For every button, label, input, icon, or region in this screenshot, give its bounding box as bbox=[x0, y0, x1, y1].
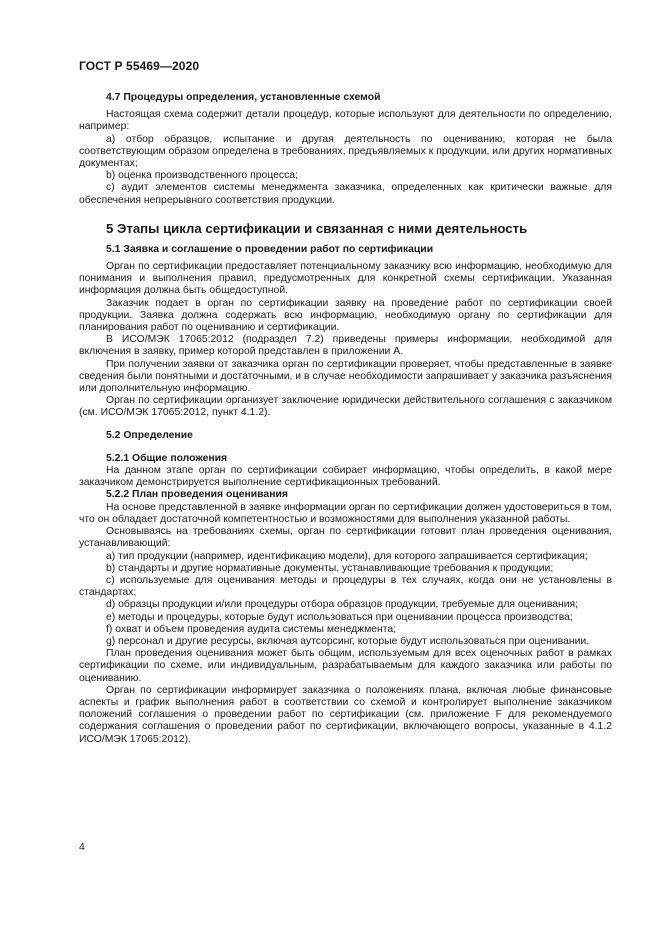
list-item: d) образцы продукции и/или процедуры отбора образцов продукции, требуемые для оценивания; bbox=[106, 599, 579, 611]
section-heading-5-2-1: 5.2.1 Общие положения bbox=[106, 452, 228, 464]
list-item: с) используемые для оценивания методы и процедуры в тех случаях, когда они не установлены в стандартах; bbox=[79, 574, 612, 599]
list-item: с) аудит элементов системы менеджмента заказчика, определенных как критически важные для обеспечения непрерывного соответствия продукции. bbox=[79, 182, 612, 206]
list-item: g) персонал и другие ресурсы, включая аутсорсинг, которые будут использоваться при оценивании. bbox=[106, 635, 590, 647]
paragraph: Орган по сертификации предоставляет потенциальному заказчику всю информацию, необходимую для понимания и выполнения правил, предусмотренных для конкретной схемы сертификации. Указанная информация должна быть общедоступной. bbox=[79, 261, 612, 297]
paragraph: Орган по сертификации организует заключение юридически действительного соглашения с заказчиком (см. ИСО/МЭК 17065:2012, пункт 4.1.2). bbox=[79, 395, 612, 419]
list-item: b) стандарты и другие нормативные документы, устанавливающие требования к продукции; bbox=[106, 562, 554, 574]
list-item: а) отбор образцов, испытание и другая деятельность по оцениванию, которая не была соответствующим образом определена в требованиях, предъявляемых к продукции, или других нормативных документах; bbox=[79, 133, 612, 170]
section-heading-4-7: 4.7 Процедуры определения, установленные схемой bbox=[106, 92, 381, 103]
paragraph: На основе представленной в заявке информации орган по сертификации должен удостовериться в том, что он обладает достаточной компетентностью и возможностями для выполнения указанной работы. bbox=[79, 501, 612, 525]
list-item: f) охват и объем проведения аудита системы менеджмента; bbox=[106, 623, 397, 635]
list-item: b) оценка производственного процесса; bbox=[106, 170, 298, 182]
paragraph: Основываясь на требованиях схемы, орган по сертификации готовит план проведения оценивания, устанавливающий: bbox=[79, 526, 612, 550]
paragraph: При получении заявки от заказчика орган по сертификации проверяет, чтобы представленные в заявке сведения были понятными и достаточными, и в случае необходимости запрашивает у заказчика разъяснения или дополнительную информацию. bbox=[79, 358, 612, 395]
paragraph: План проведения оценивания может быть общим, используемым для всех оценочных работ в рамках сертификации по схеме, или индивидуальным, разрабатываемым для каждого заказчика или работы по оцениванию. bbox=[79, 648, 612, 684]
paragraph: На данном этапе орган по сертификации собирает информацию, чтобы определить, в какой мере заказчиком демонстрируется выполнение сертификационных требований. bbox=[79, 465, 612, 489]
list-item: а) тип продукции (например, идентификацию модели), для которого запрашивается сертификация; bbox=[106, 550, 588, 562]
section-heading-5-1: 5.1 Заявка и соглашение о проведении работ по сертификации bbox=[106, 243, 434, 255]
document-code: ГОСТ Р 55469—2020 bbox=[79, 59, 200, 73]
paragraph: Заказчик подает в орган по сертификации заявку на проведение работ по сертификации своей продукции. Заявка должна содержать всю информацию, необходимую органу по сертификации для планирования работ по оцениванию и сертификации. bbox=[79, 297, 612, 334]
paragraph: В ИСО/МЭК 17065:2012 (подраздел 7.2) приведены примеры информации, необходимой для включения в заявку, пример которой представлен в приложении А. bbox=[79, 334, 612, 358]
section-heading-5-2-2: 5.2.2 План проведения оценивания bbox=[106, 489, 288, 501]
page-number: 4 bbox=[79, 842, 85, 853]
paragraph: Настоящая схема содержит детали процедур, которые используют для деятельности по определению, например: bbox=[79, 109, 612, 133]
list-item: e) методы и процедуры, которые будут использоваться при оценивании процесса производства; bbox=[106, 611, 573, 623]
section-heading-5: 5 Этапы цикла сертификации и связанная с ними деятельность bbox=[106, 220, 528, 236]
page-content bbox=[79, 92, 612, 746]
paragraph: Орган по сертификации информирует заказчика о положениях плана, включая любые финансовые аспекты и график выполнения работ в соответствии со схемой и контролирует выполнение заказчиком положений соглашения о проведении работ по сертификации (см. приложение F для рекомендуемого содержания соглашения о проведении работ по сертификации, включающего вопросы, указанные в 4.1.2 ИСО/МЭК 17065:2012). bbox=[79, 684, 612, 745]
section-heading-5-2: 5.2 Определение bbox=[106, 429, 193, 441]
